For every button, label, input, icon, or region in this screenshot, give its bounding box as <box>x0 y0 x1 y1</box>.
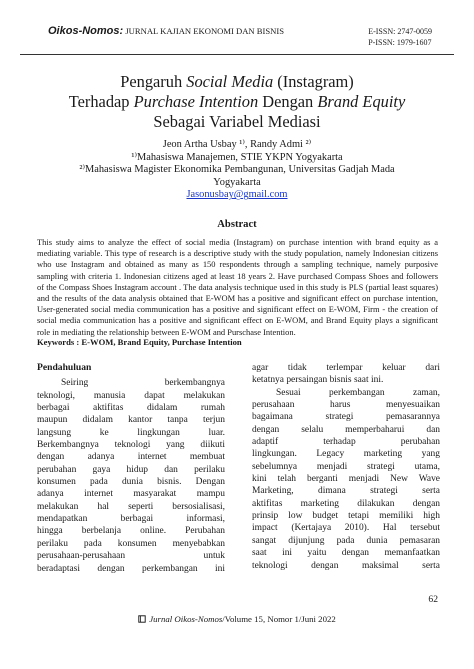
journal-brand: Oikos-Nomos: <box>48 25 124 37</box>
text-line: impact (Kertajaya 2010). Hal tersebut <box>252 523 440 534</box>
affiliation-2: ²⁾Mahasiswa Magister Ekonomika Pembangunan, Universitas Gadjah Mada <box>79 164 395 176</box>
text-line: bagaimana strategi pemasarannya <box>252 412 440 423</box>
abstract-heading: Abstract <box>217 219 257 230</box>
text-line: ketatnya persaingan bisnis saat ini. <box>252 375 384 386</box>
text-line: adanya internet masyarakat mampu <box>37 489 225 500</box>
right-column-text <box>252 362 440 572</box>
title-line-2 <box>20 92 454 112</box>
text-line: lingkungan. Legacy marketing yang <box>252 449 440 460</box>
text-line: perusahaan-perusahaan untuk <box>37 551 225 562</box>
journal-name <box>48 25 284 37</box>
pissn: P-ISSN: 1979-1607 <box>368 38 432 47</box>
text-line: perusahaan harus menyesuaikan <box>252 400 440 411</box>
title-italic: Social Media <box>186 72 274 91</box>
text-line: Sesuai perkembangan zaman, <box>276 387 440 398</box>
text-line: dengan adanya internet membuat <box>37 452 225 463</box>
title-line-3: Sebagai Variabel Mediasi <box>153 112 321 131</box>
text-line: sangat dijunjung pada dunia pemasaran <box>252 535 440 546</box>
text-line: Seiring berkembangnya <box>61 378 225 389</box>
title-text: Pengaruh <box>120 72 187 91</box>
text-line: mendapatkan berbagai informasi, <box>37 514 225 525</box>
body-column-left <box>37 362 225 575</box>
title-italic: Brand Equity <box>317 92 406 111</box>
text-line: perilaku pada konsumen menyebabkan <box>37 538 225 549</box>
keywords: Keywords : E-WOM, Brand Equity, Purchase Intention <box>37 337 242 347</box>
text-line: dengan selalu memperbaharui dan <box>252 424 440 435</box>
left-column-text <box>37 377 225 575</box>
title-text: Dengan <box>258 92 318 111</box>
author-names: Jeon Artha Usbay ¹⁾, Randy Admi ²⁾ <box>162 139 312 150</box>
text-line: hingga berbelanja online. Perubahan <box>37 526 225 537</box>
journal-full-name: JURNAL KAJIAN EKONOMI DAN BISNIS <box>123 26 285 36</box>
text-line: aktifitas marketing dilakukan dengan <box>252 498 440 509</box>
title-line-1 <box>20 72 454 92</box>
eissn: E-ISSN: 2747-0059 <box>368 27 432 36</box>
text-line: sebelumnya menjadi strategi utama, <box>252 461 440 472</box>
text-line: teknologi dengan maksimal serta <box>252 560 440 571</box>
affiliation-1: ¹⁾Mahasiswa Manajemen, STIE YKPN Yogyakarta <box>131 151 343 163</box>
text-line: teknologi, manusia dapat melakukan <box>37 390 225 401</box>
article-title <box>20 72 454 132</box>
issn-block <box>368 26 432 48</box>
affiliation-2-city: Yogyakarta <box>213 176 261 188</box>
title-italic: Purchase Intention <box>133 92 259 111</box>
text-line: kini telah berganti menjadi New Wave <box>252 474 440 485</box>
section-heading: Pendahuluan <box>37 362 92 373</box>
abstract-text: This study aims to analyze the effect of social media (Instagram) on purchase intention with brand equity as a mediating variable. This type of research is a descriptive study with the study population, namely Indonesian citizens who use Instagram and obtained as many as 150 respondents through a sampling technique, namely purposive sampling with criteria 1. Indonesian citizens aged at least 18 years 2. Have purchased Compass Shoes and followers of the Compass Shoes Instagram account . The data analysis technique used in this study is PLS (partial least squares) and the results of the data analysis obtained that E-WOM has a positive and significant effect on purchase intention, User-generated social media communication has a positive and significant effect on E-WOM, Firm - the creation of social media communication has a positive and significant effect on E-WOM, and Brand Equity plays a significant role in mediating the relationship between E-WOM and Purschase Intention. <box>37 237 438 337</box>
text-line: Berkembangnya teknologi yang diikuti <box>37 440 225 451</box>
text-line: Marketing, dimana strategi serta <box>252 486 440 497</box>
author-email-link[interactable]: Jasonusbay@gmail.com <box>186 189 288 201</box>
text-line: saat ini yaitu dengan memanfaatkan <box>252 548 440 559</box>
text-line: beradaptasi dengan perkembangan ini <box>37 563 225 574</box>
footer-journal: Jurnal Oikos-Nomos <box>149 614 223 624</box>
text-line: maupun didalam kantor tanpa terjun <box>37 415 225 426</box>
title-text: (Instagram) <box>273 72 354 91</box>
text-line: langsung ke lingkungan luar. <box>37 427 225 438</box>
body-column-right <box>252 362 440 572</box>
header-divider <box>20 54 454 55</box>
footer-volume: /Volume 15, Nomor 1/Juni 2022 <box>222 614 336 624</box>
text-line: adaptif terhadap perubahan <box>252 437 440 448</box>
text-line: prinsip low budget tetapi memiliki high <box>252 511 440 522</box>
text-line: agar tidak terlempar keluar dari <box>252 363 440 373</box>
author-block <box>20 139 454 202</box>
page-footer <box>20 614 454 624</box>
text-line: perubahan gaya hidup dan perilaku <box>37 464 225 475</box>
page-number: 62 <box>428 594 438 605</box>
page-header <box>18 22 456 62</box>
text-line: melakukan hal seperti bersosialisasi, <box>37 501 225 512</box>
book-icon <box>138 615 146 623</box>
text-line: berbagai aktifitas didalam rumah <box>37 403 225 414</box>
title-text: Terhadap <box>68 92 134 111</box>
text-line: konsumen pada dunia bisnis. Dengan <box>37 477 225 488</box>
